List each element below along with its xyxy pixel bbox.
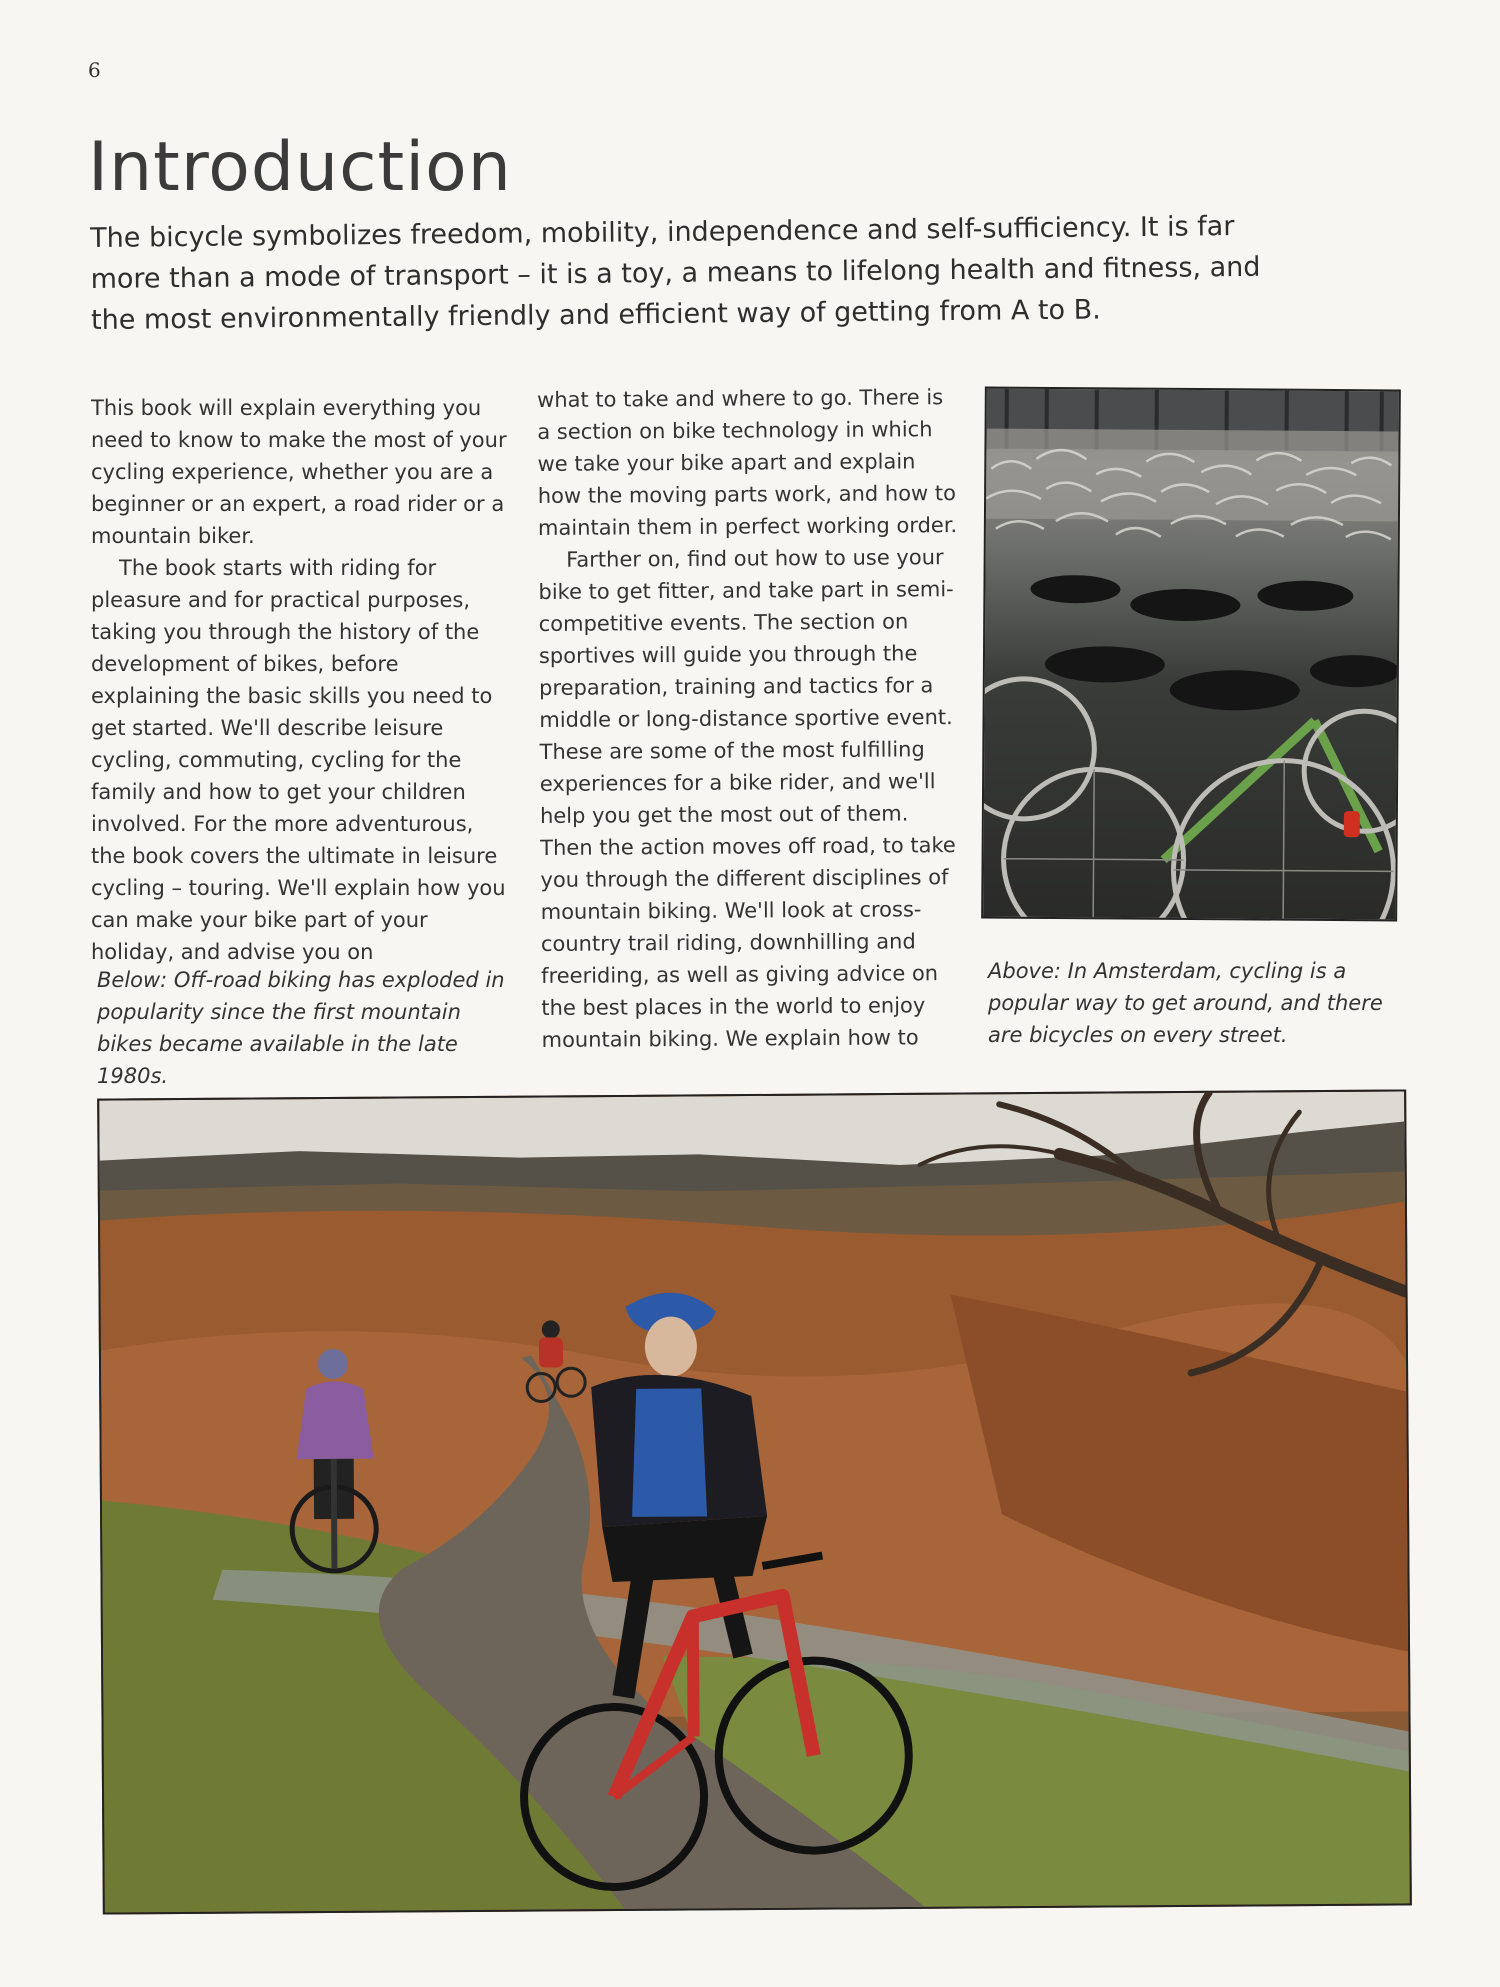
body-paragraph: Farther on, find out how to use your bike to get fitter, and take part in semi-competitive events. The section on sportives will guide you through the preparation, training and tactics for a middle or long-distance sportive event. These are some of the most fulfilling experiences for a bike rider, and we'll help you get the most out of them. Then the action moves off road, to take you through the different disciplines of mountain biking. We'll look at cross-country trail riding, downhilling and freeriding, as well as giving advice on the best places in the world to enjoy mountain biking. We explain how to (538, 545, 956, 1052)
offroad-biking-photo (97, 1089, 1412, 1914)
body-paragraph: what to take and where to go. There is a section on bike technology in which we take your bike apart and explain how the moving parts work, and how to maintain them in perfect working order. (537, 385, 958, 540)
body-paragraph: This book will explain everything you need to know to make the most of your cycling experience, whether you are a beginner or an expert, a road rider or a mountain biker. (91, 396, 507, 548)
body-paragraph: The book starts with riding for pleasure and for practical purposes, taking you through the history of the development of bikes, before explaining the basic skills you need to get started. We'll describe leisure cycling, commuting, cycling for the family and how to get your children involved. For the more adventurous, the book covers the ultimate in leisure cycling – touring. We'll explain how you can make your bike part of your holiday, and advise you on (91, 556, 506, 964)
body-column-2 (537, 381, 962, 1056)
caption-amsterdam: Above: In Amsterdam, cycling is a popular way to get around, and there are bicycles on every street. (988, 959, 1383, 1047)
intro-paragraph: The bicycle symbolizes freedom, mobility, independence and self-sufficiency. It is far more than a mode of transport – it is a toy, a means to lifelong health and fitness, and the most environmentally friendly and efficient way of getting from A to B. (90, 211, 1261, 336)
caption-offroad: Below: Off-road biking has exploded in popularity since the first mountain bikes became available in the late 1980s. (97, 968, 505, 1088)
amsterdam-bicycles-illustration (983, 389, 1399, 920)
page-number: 6 (88, 58, 101, 82)
offroad-biking-illustration (99, 1091, 1410, 1912)
amsterdam-bicycles-photo (981, 387, 1401, 922)
body-column-1 (91, 392, 511, 968)
page-title: Introduction (88, 128, 512, 207)
